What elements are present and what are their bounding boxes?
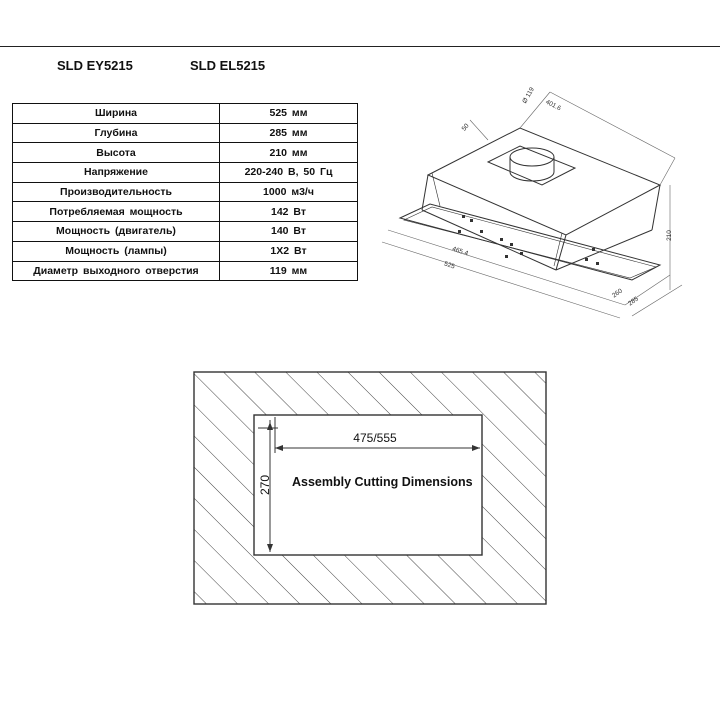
spec-row [13, 143, 358, 163]
dim-depth: 285 [626, 295, 640, 308]
spec-value: 142 Вт [220, 202, 358, 222]
spec-label: Производительность [13, 182, 220, 202]
spec-label: Потребляемая мощность [13, 202, 220, 222]
spec-row [13, 202, 358, 222]
dim-top-side: 50 [460, 122, 471, 133]
spec-label: Ширина [13, 104, 220, 124]
dim-width: 525 [443, 260, 456, 271]
spec-label: Напряжение [13, 163, 220, 183]
spec-label: Мощность (лампы) [13, 241, 220, 261]
dim-width-inner: 465.4 [451, 245, 469, 258]
spec-label: Диаметр выходного отверстия [13, 261, 220, 281]
dim-top-depth: 401.6 [544, 98, 562, 113]
cutout-title: Assembly Cutting Dimensions [292, 475, 473, 489]
spec-row [13, 163, 358, 183]
spec-value: 1000 м3/ч [220, 182, 358, 202]
spec-value: 140 Вт [220, 222, 358, 242]
dim-depth-inner: 260 [610, 287, 624, 300]
spec-row [13, 182, 358, 202]
model-name-2: SLD EL5215 [190, 58, 266, 73]
hood-drawing [370, 80, 700, 340]
dim-diameter: Ø 119 [521, 86, 536, 105]
spec-label: Глубина [13, 123, 220, 143]
cutout-drawing [180, 360, 560, 620]
dim-height: 210 [665, 230, 673, 241]
cutout-width-label: 475/555 [353, 431, 397, 445]
cutout-height-label: 270 [258, 474, 272, 496]
spec-value: 210 мм [220, 143, 358, 163]
specs-table [12, 103, 358, 281]
spec-label: Высота [13, 143, 220, 163]
spec-row [13, 261, 358, 281]
top-rule [0, 46, 720, 47]
model-name-1: SLD EY5215 [57, 58, 133, 73]
spec-row [13, 104, 358, 124]
spec-value: 119 мм [220, 261, 358, 281]
spec-value: 1X2 Вт [220, 241, 358, 261]
spec-row [13, 123, 358, 143]
spec-row [13, 241, 358, 261]
spec-label: Мощность (двигатель) [13, 222, 220, 242]
spec-value: 220-240 В, 50 Гц [220, 163, 358, 183]
spec-value: 525 мм [220, 104, 358, 124]
spec-value: 285 мм [220, 123, 358, 143]
spec-row [13, 222, 358, 242]
